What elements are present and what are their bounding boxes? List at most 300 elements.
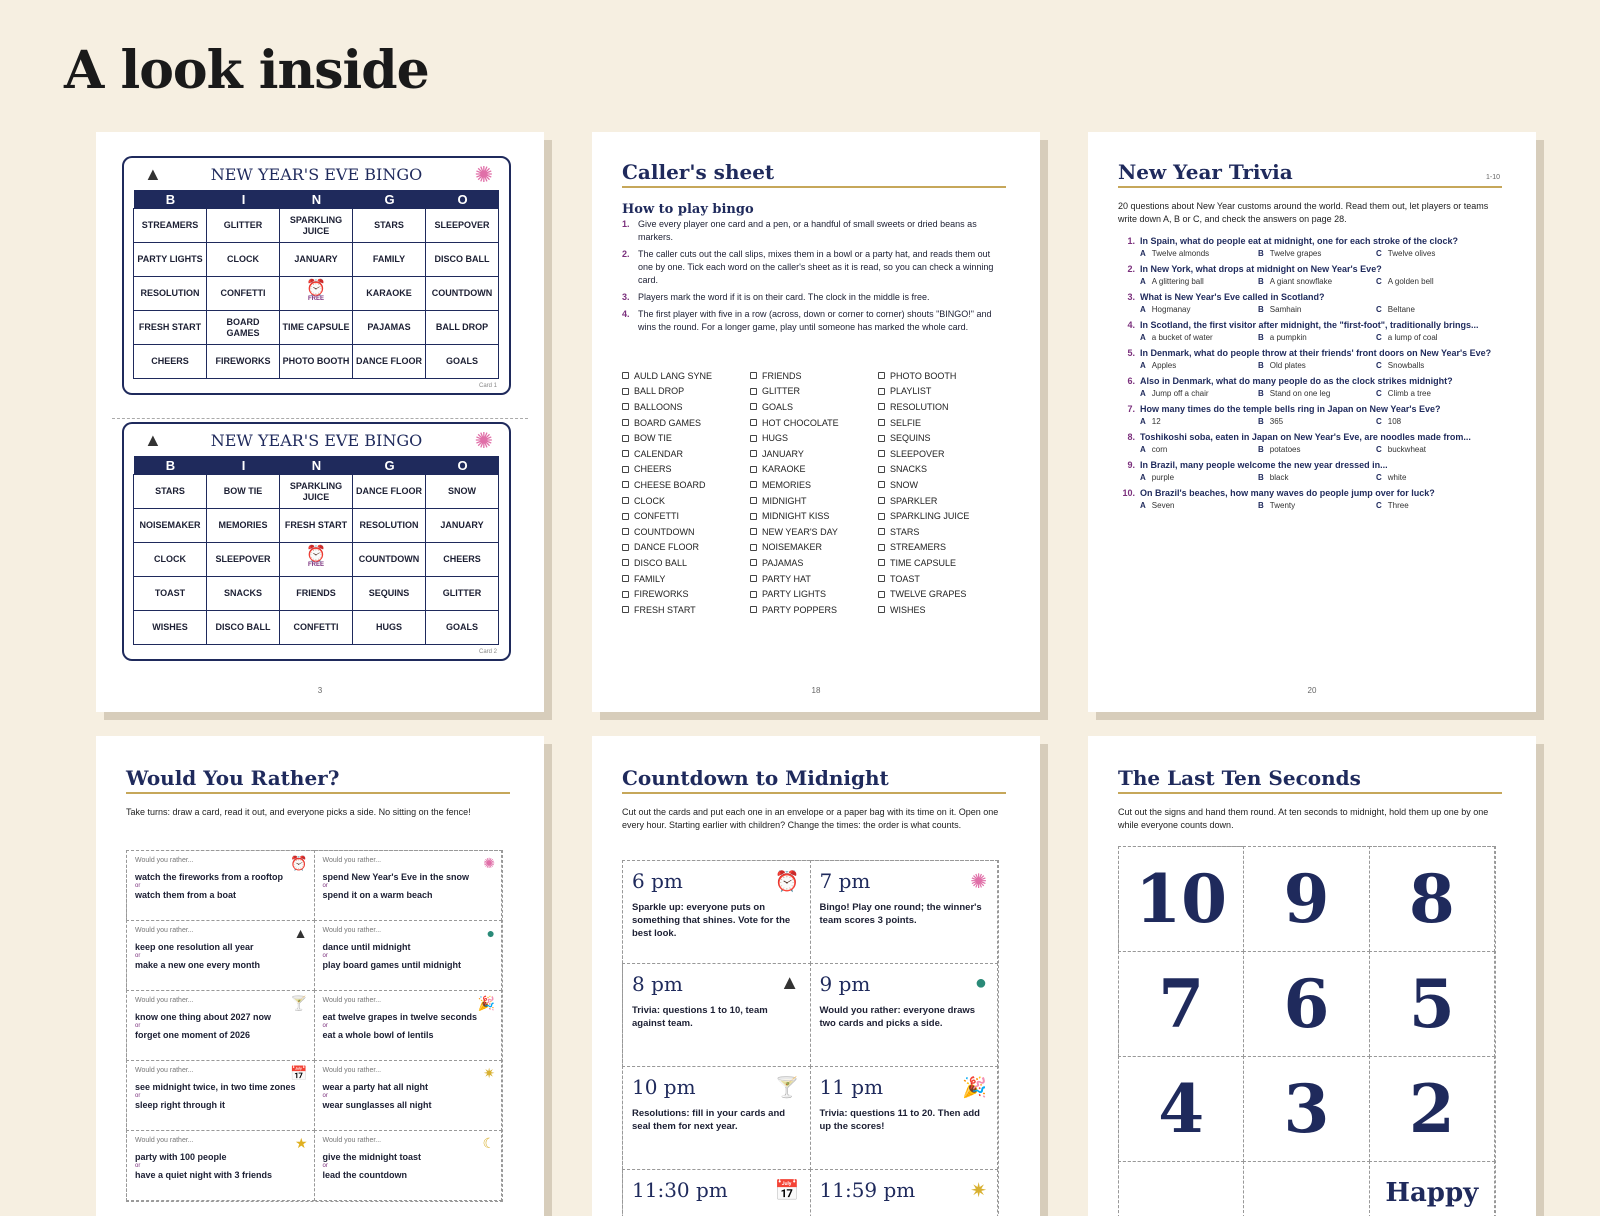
checkbox[interactable] [750,575,757,582]
checkbox[interactable] [622,513,629,520]
step-number: 2. [622,249,630,259]
answer-options [1140,501,1508,510]
wyr-kicker: Would you rather... [322,927,382,934]
page-title: Countdown to Midnight [622,766,1006,794]
checkbox[interactable] [878,559,885,566]
answer-option: A corn [1140,445,1168,454]
wyr-or: or [135,1023,141,1029]
checklist-item [622,540,750,556]
bingo-header-letter: O [426,456,499,475]
question-number: 6. [1127,376,1135,386]
checkbox[interactable] [750,403,757,410]
question-number: 8. [1127,432,1135,442]
wyr-or: or [322,1163,328,1169]
countdown-time: 11 pm [819,1075,884,1099]
bingo-cell: DISCO BALL [425,242,499,277]
firework-icon: ✺ [474,428,493,453]
checklist-item [750,415,878,431]
bingo-cell: TOAST [133,576,207,611]
wyr-kicker: Would you rather... [322,1137,382,1144]
card-grid [622,860,999,1216]
question-text: In Brazil, many people welcome the new year dressed in... [1140,460,1388,470]
last-ten-seconds-page [1088,736,1536,1216]
checklist-word: PARTY HAT [762,573,811,584]
checklist-item [878,462,1006,478]
answer-text: Old plates [1269,361,1306,370]
step-number: 1. [622,219,630,229]
trivia-question [1118,347,1508,370]
question-text: In Denmark, what do people throw at their friends' front doors on New Year's Eve? [1140,348,1492,358]
checklist-item [622,415,750,431]
wyr-card [314,920,503,991]
answer-option: A Twelve almonds [1140,249,1210,258]
wyr-kicker: Would you rather... [322,997,382,1004]
checklist-word: STREAMERS [890,542,947,553]
checkbox[interactable] [750,591,757,598]
checklist-word: HUGS [762,433,789,444]
bingo-header-letter: G [353,190,426,209]
bingo-cell: DISCO BALL [206,610,280,645]
glass-icon: 🍸 [774,1077,800,1099]
wyr-option-a: watch the fireworks from a rooftop [135,872,284,882]
answer-options [1140,389,1508,398]
free-label: FREE [307,561,324,568]
page-headline: A look inside [64,40,429,101]
answer-option: C Three [1376,501,1409,510]
checklist-word: COUNTDOWN [634,526,695,537]
callers-sheet-page [592,132,1040,712]
countdown-number: 8 [1369,846,1495,952]
answer-option: B Twelve grapes [1258,249,1322,258]
checklist-word: CHEESE BOARD [634,479,706,490]
sparkler-icon: ✷ [483,1065,495,1081]
wyr-card [314,990,503,1061]
bingo-cell: RESOLUTION [133,276,207,311]
countdown-text: Sparkle up: everyone puts on something that shines. Vote for the best look. [632,902,791,939]
countdown-card [622,1066,811,1170]
checkbox[interactable] [622,544,629,551]
checklist-word: TOAST [890,573,920,584]
answer-option: C Beltane [1376,305,1415,314]
checkbox[interactable] [622,403,629,410]
wyr-kicker: Would you rather... [322,857,382,864]
answer-option: A Apples [1140,361,1177,370]
wyr-card [126,1060,315,1131]
firework-icon: ✺ [970,871,987,893]
bingo-cell: SNACKS [206,576,280,611]
checkbox[interactable] [750,419,757,426]
checklist-word: MIDNIGHT [762,495,807,506]
checklist-item [750,571,878,587]
checklist-word: SPARKLER [890,495,938,506]
checklist-word: BALLOONS [634,401,683,412]
answer-option: B Old plates [1258,361,1306,370]
card-label: Card 2 [478,649,497,655]
answer-option: A 12 [1140,417,1161,426]
card-label: Card 1 [478,383,497,389]
wyr-option-a: wear a party hat all night [322,1082,429,1092]
balloon-icon: ● [974,972,987,994]
countdown-time: 11:30 pm [632,1178,728,1202]
checkbox[interactable] [878,528,885,535]
checklist-word: RESOLUTION [890,401,949,412]
question-text: Also in Denmark, what do many people do as the clock strikes midnight? [1140,376,1453,386]
countdown-text: Resolutions: fill in your cards and seal them for next year. [632,1108,786,1132]
trivia-question [1118,375,1508,398]
wyr-card [126,850,315,921]
checklist-item [878,477,1006,493]
checkbox[interactable] [622,372,629,379]
answer-text: a bucket of water [1151,333,1213,342]
wyr-option-a: know one thing about 2027 now [135,1012,272,1022]
checkbox[interactable] [622,481,629,488]
question-number: 9. [1127,460,1135,470]
checkbox[interactable] [878,513,885,520]
wyr-option-a: keep one resolution all year [135,942,254,952]
checkbox[interactable] [622,419,629,426]
step-number: 3. [622,292,630,302]
checklist-item [878,524,1006,540]
wyr-option-a: spend New Year's Eve in the snow [322,872,470,882]
countdown-text: Trivia: questions 11 to 20. Then add up the scores! [819,1108,980,1132]
checkbox[interactable] [878,466,885,473]
wyr-or: or [322,953,328,959]
bingo-free-cell [279,542,353,577]
answer-text: 365 [1269,417,1284,426]
answer-text: purple [1151,473,1175,482]
page-title: The Last Ten Seconds [1118,766,1502,794]
checkbox[interactable] [750,435,757,442]
clock-icon: ⏰ [306,545,326,563]
answer-options [1140,445,1508,454]
checkbox[interactable] [750,606,757,613]
answer-text: buckwheat [1387,445,1427,454]
wyr-kicker: Would you rather... [135,1067,194,1074]
checklist-word: STARS [890,526,920,537]
checklist-word: FRESH START [634,604,696,615]
checkbox[interactable] [622,388,629,395]
checkbox[interactable] [750,481,757,488]
checklist-word: PARTY POPPERS [762,604,838,615]
checkbox[interactable] [878,435,885,442]
checklist-word: SNACKS [890,464,928,475]
checkbox[interactable] [622,559,629,566]
countdown-card [622,860,811,964]
checkbox[interactable] [878,497,885,504]
checkbox[interactable] [622,528,629,535]
wyr-or: or [135,883,141,889]
checkbox[interactable] [878,419,885,426]
answer-text: 12 [1151,417,1161,426]
bingo-cell: FRIENDS [279,576,353,611]
answer-options [1140,305,1508,314]
question-range: 1-10 [1485,174,1500,181]
trivia-page [1088,132,1536,712]
bingo-cell: NOISEMAKER [133,508,207,543]
calendar-icon: 📅 [774,1180,800,1202]
trivia-question [1118,291,1508,314]
checklist-item [878,493,1006,509]
checklist-item [750,524,878,540]
bingo-cell: CONFETTI [279,610,353,645]
question-text: In Spain, what do people eat at midnight, one for each stroke of the clock? [1140,236,1459,246]
bingo-cell: CHEERS [425,542,499,577]
checkbox[interactable] [622,450,629,457]
answer-option: C buckwheat [1376,445,1427,454]
answer-option: C a lump of coal [1376,333,1438,342]
checklist-word: SNOW [890,479,918,490]
checklist-item [622,586,750,602]
step-item [622,291,1002,304]
answer-option: B a pumpkin [1258,333,1307,342]
answer-text: Three [1387,501,1409,510]
page-title: Would You Rather? [126,766,510,794]
countdown-number: 2 [1369,1056,1495,1162]
checklist-item [622,462,750,478]
question-number: 7. [1127,404,1135,414]
checkbox[interactable] [750,450,757,457]
checklist-item [750,586,878,602]
page-number: 3 [317,686,323,695]
checklist-word: AULD LANG SYNE [634,370,713,381]
wyr-or: or [135,953,141,959]
checklist-item [750,555,878,571]
checkbox[interactable] [750,559,757,566]
checkbox[interactable] [750,513,757,520]
checkbox[interactable] [878,606,885,613]
page-title: New Year Trivia [1118,160,1502,188]
bingo-cell: BALL DROP [425,310,499,345]
step-text: Give every player one card and a pen, or a handful of small sweets or dried beans as markers. [638,219,977,242]
checkbox[interactable] [750,528,757,535]
checkbox[interactable] [750,372,757,379]
question-list [1118,235,1508,515]
bingo-cell: KARAOKE [352,276,426,311]
answer-option: C 108 [1376,417,1402,426]
question-number: 5. [1127,348,1135,358]
page-number: 20 [1307,686,1317,695]
checkbox[interactable] [878,388,885,395]
checkbox[interactable] [750,544,757,551]
countdown-text: Trivia: questions 1 to 10, team against team. [632,1005,768,1029]
checklist-word: TWELVE GRAPES [890,589,967,600]
answer-option: C A golden bell [1376,277,1434,286]
bingo-header-letter: O [426,190,499,209]
checkbox[interactable] [622,591,629,598]
checklist-item [622,555,750,571]
bingo-cell: RESOLUTION [352,508,426,543]
checklist-word: CLOCK [634,495,666,506]
checklist-word: CHEERS [634,464,672,475]
trivia-question [1118,459,1508,482]
checklist-item [622,493,750,509]
balloon-icon: ● [486,925,495,941]
checklist-word: FRIENDS [762,370,802,381]
wyr-or: or [322,1093,328,1099]
checklist-word: SEQUINS [890,433,931,444]
countdown-number: 9 [1243,846,1369,952]
wyr-kicker: Would you rather... [322,1067,382,1074]
checklist-item [878,508,1006,524]
checkbox[interactable] [878,403,885,410]
question-text: Toshikoshi soba, eaten in Japan on New Year's Eve, are noodles made from... [1140,432,1471,442]
bingo-header-letter: G [353,456,426,475]
answer-option: B Stand on one leg [1258,389,1331,398]
checklist-item [622,508,750,524]
bingo-cell: PHOTO BOOTH [279,344,353,379]
answer-option: C Climb a tree [1376,389,1431,398]
step-item [622,248,1002,287]
checkbox[interactable] [622,606,629,613]
answer-options [1140,249,1508,258]
wyr-option-a: party with 100 people [135,1152,227,1162]
checkbox[interactable] [878,450,885,457]
clock-icon: ⏰ [306,279,326,297]
bingo-cell: GOALS [425,344,499,379]
checkbox[interactable] [622,466,629,473]
wyr-or: or [322,1023,328,1029]
intro-text: Cut out the cards and put each one in an envelope or a paper bag with its time on it. Open one every hour. Starting earlier with children? Change the times: the order is what counts. [622,807,999,830]
countdown-number: 10 [1118,846,1244,952]
checkbox[interactable] [878,575,885,582]
countdown-number [1118,1161,1244,1216]
wyr-kicker: Would you rather... [135,1137,194,1144]
checklist-item [878,602,1006,618]
trivia-question [1118,403,1508,426]
checklist-item [878,571,1006,587]
checkbox[interactable] [878,481,885,488]
countdown-card [810,860,999,964]
answer-text: white [1387,473,1407,482]
checklist-item [750,493,878,509]
answer-option: A Hogmanay [1140,305,1191,314]
bingo-cell: GLITTER [425,576,499,611]
answer-text: A giant snowflake [1269,277,1333,286]
bingo-cell: FRESH START [279,508,353,543]
party-hat-icon: ▲ [293,925,308,941]
checklist-word: PLAYLIST [890,386,932,397]
checklist-item [750,602,878,618]
checklist-word: DISCO BALL [634,557,688,568]
checklist-item [622,384,750,400]
bingo-grid [134,190,499,379]
checklist-word: PAJAMAS [762,557,804,568]
answer-option: B 365 [1258,417,1284,426]
checkbox[interactable] [878,372,885,379]
trivia-question [1118,431,1508,454]
checklist-item [622,524,750,540]
checklist-item [878,415,1006,431]
answer-text: a lump of coal [1387,333,1438,342]
question-text: On Brazil's beaches, how many waves do people jump over for luck? [1140,488,1435,498]
answer-text: Snowballs [1387,361,1425,370]
checkbox[interactable] [622,497,629,504]
checkbox[interactable] [750,497,757,504]
checkbox[interactable] [750,388,757,395]
wyr-card [126,990,315,1061]
wyr-option-a: eat twelve grapes in twelve seconds [322,1012,478,1022]
countdown-card [622,1169,811,1216]
bingo-cell: SLEEPOVER [206,542,280,577]
bingo-cell: GLITTER [206,208,280,243]
checklist-item [750,540,878,556]
checklist-item [878,399,1006,415]
answer-text: a pumpkin [1269,333,1307,342]
checkbox[interactable] [622,435,629,442]
checklist-word: GOALS [762,401,794,412]
answer-option: B A giant snowflake [1258,277,1333,286]
checkbox[interactable] [878,544,885,551]
wyr-card [314,850,503,921]
trivia-question [1118,487,1508,510]
checklist-word: KARAOKE [762,464,806,475]
checklist-item [622,399,750,415]
bingo-cell: SEQUINS [352,576,426,611]
answer-option: A purple [1140,473,1175,482]
answer-text: A glittering ball [1151,277,1204,286]
wyr-card [126,920,315,991]
number-grid [1118,846,1496,1216]
checklist-word: MEMORIES [762,479,812,490]
countdown-number: 5 [1369,951,1495,1057]
answer-option: B potatoes [1258,445,1301,454]
answer-text: Jump off a chair [1151,389,1209,398]
countdown-text: Would you rather: everyone draws two cards and picks a side. [819,1005,976,1029]
free-label: FREE [307,295,324,302]
answer-text: Climb a tree [1387,389,1431,398]
countdown-number: Happy [1369,1161,1495,1216]
clock-icon: ⏰ [774,871,800,893]
bingo-cell: FRESH START [133,310,207,345]
countdown-card [810,1066,999,1170]
cut-line [112,418,528,419]
checkbox[interactable] [878,591,885,598]
checkbox[interactable] [750,466,757,473]
answer-option: A A glittering ball [1140,277,1204,286]
wyr-option-b: make a new one every month [135,960,261,970]
countdown-number [1243,1161,1369,1216]
bingo-header-letter: I [207,190,280,209]
intro-text: Cut out the signs and hand them round. At ten seconds to midnight, hold them up one by one while everyone counts down. [1118,807,1489,830]
bingo-card [122,422,511,661]
bingo-cell: DANCE FLOOR [352,474,426,509]
step-item [622,308,1002,334]
checkbox[interactable] [622,575,629,582]
bingo-cell: WISHES [133,610,207,645]
checklist-word: WISHES [890,604,926,615]
bingo-cell: CLOCK [133,542,207,577]
bingo-cell: PARTY LIGHTS [133,242,207,277]
wyr-card [126,1130,315,1201]
wyr-option-b: watch them from a boat [135,890,237,900]
bingo-cell: SPARKLING JUICE [279,208,353,243]
countdown-number: 4 [1118,1056,1244,1162]
wyr-option-b: have a quiet night with 3 friends [135,1170,273,1180]
answer-text: corn [1151,445,1168,454]
question-number: 2. [1127,264,1135,274]
bingo-cell: TIME CAPSULE [279,310,353,345]
checklist-word: CONFETTI [634,511,679,522]
bingo-cell: STARS [133,474,207,509]
checklist-item [878,384,1006,400]
countdown-card [810,963,999,1067]
bingo-cell: MEMORIES [206,508,280,543]
bingo-cell: JANUARY [425,508,499,543]
wyr-or: or [135,1093,141,1099]
bingo-cell: DANCE FLOOR [352,344,426,379]
question-number: 10. [1122,488,1135,498]
countdown-time: 11:59 pm [819,1178,916,1202]
